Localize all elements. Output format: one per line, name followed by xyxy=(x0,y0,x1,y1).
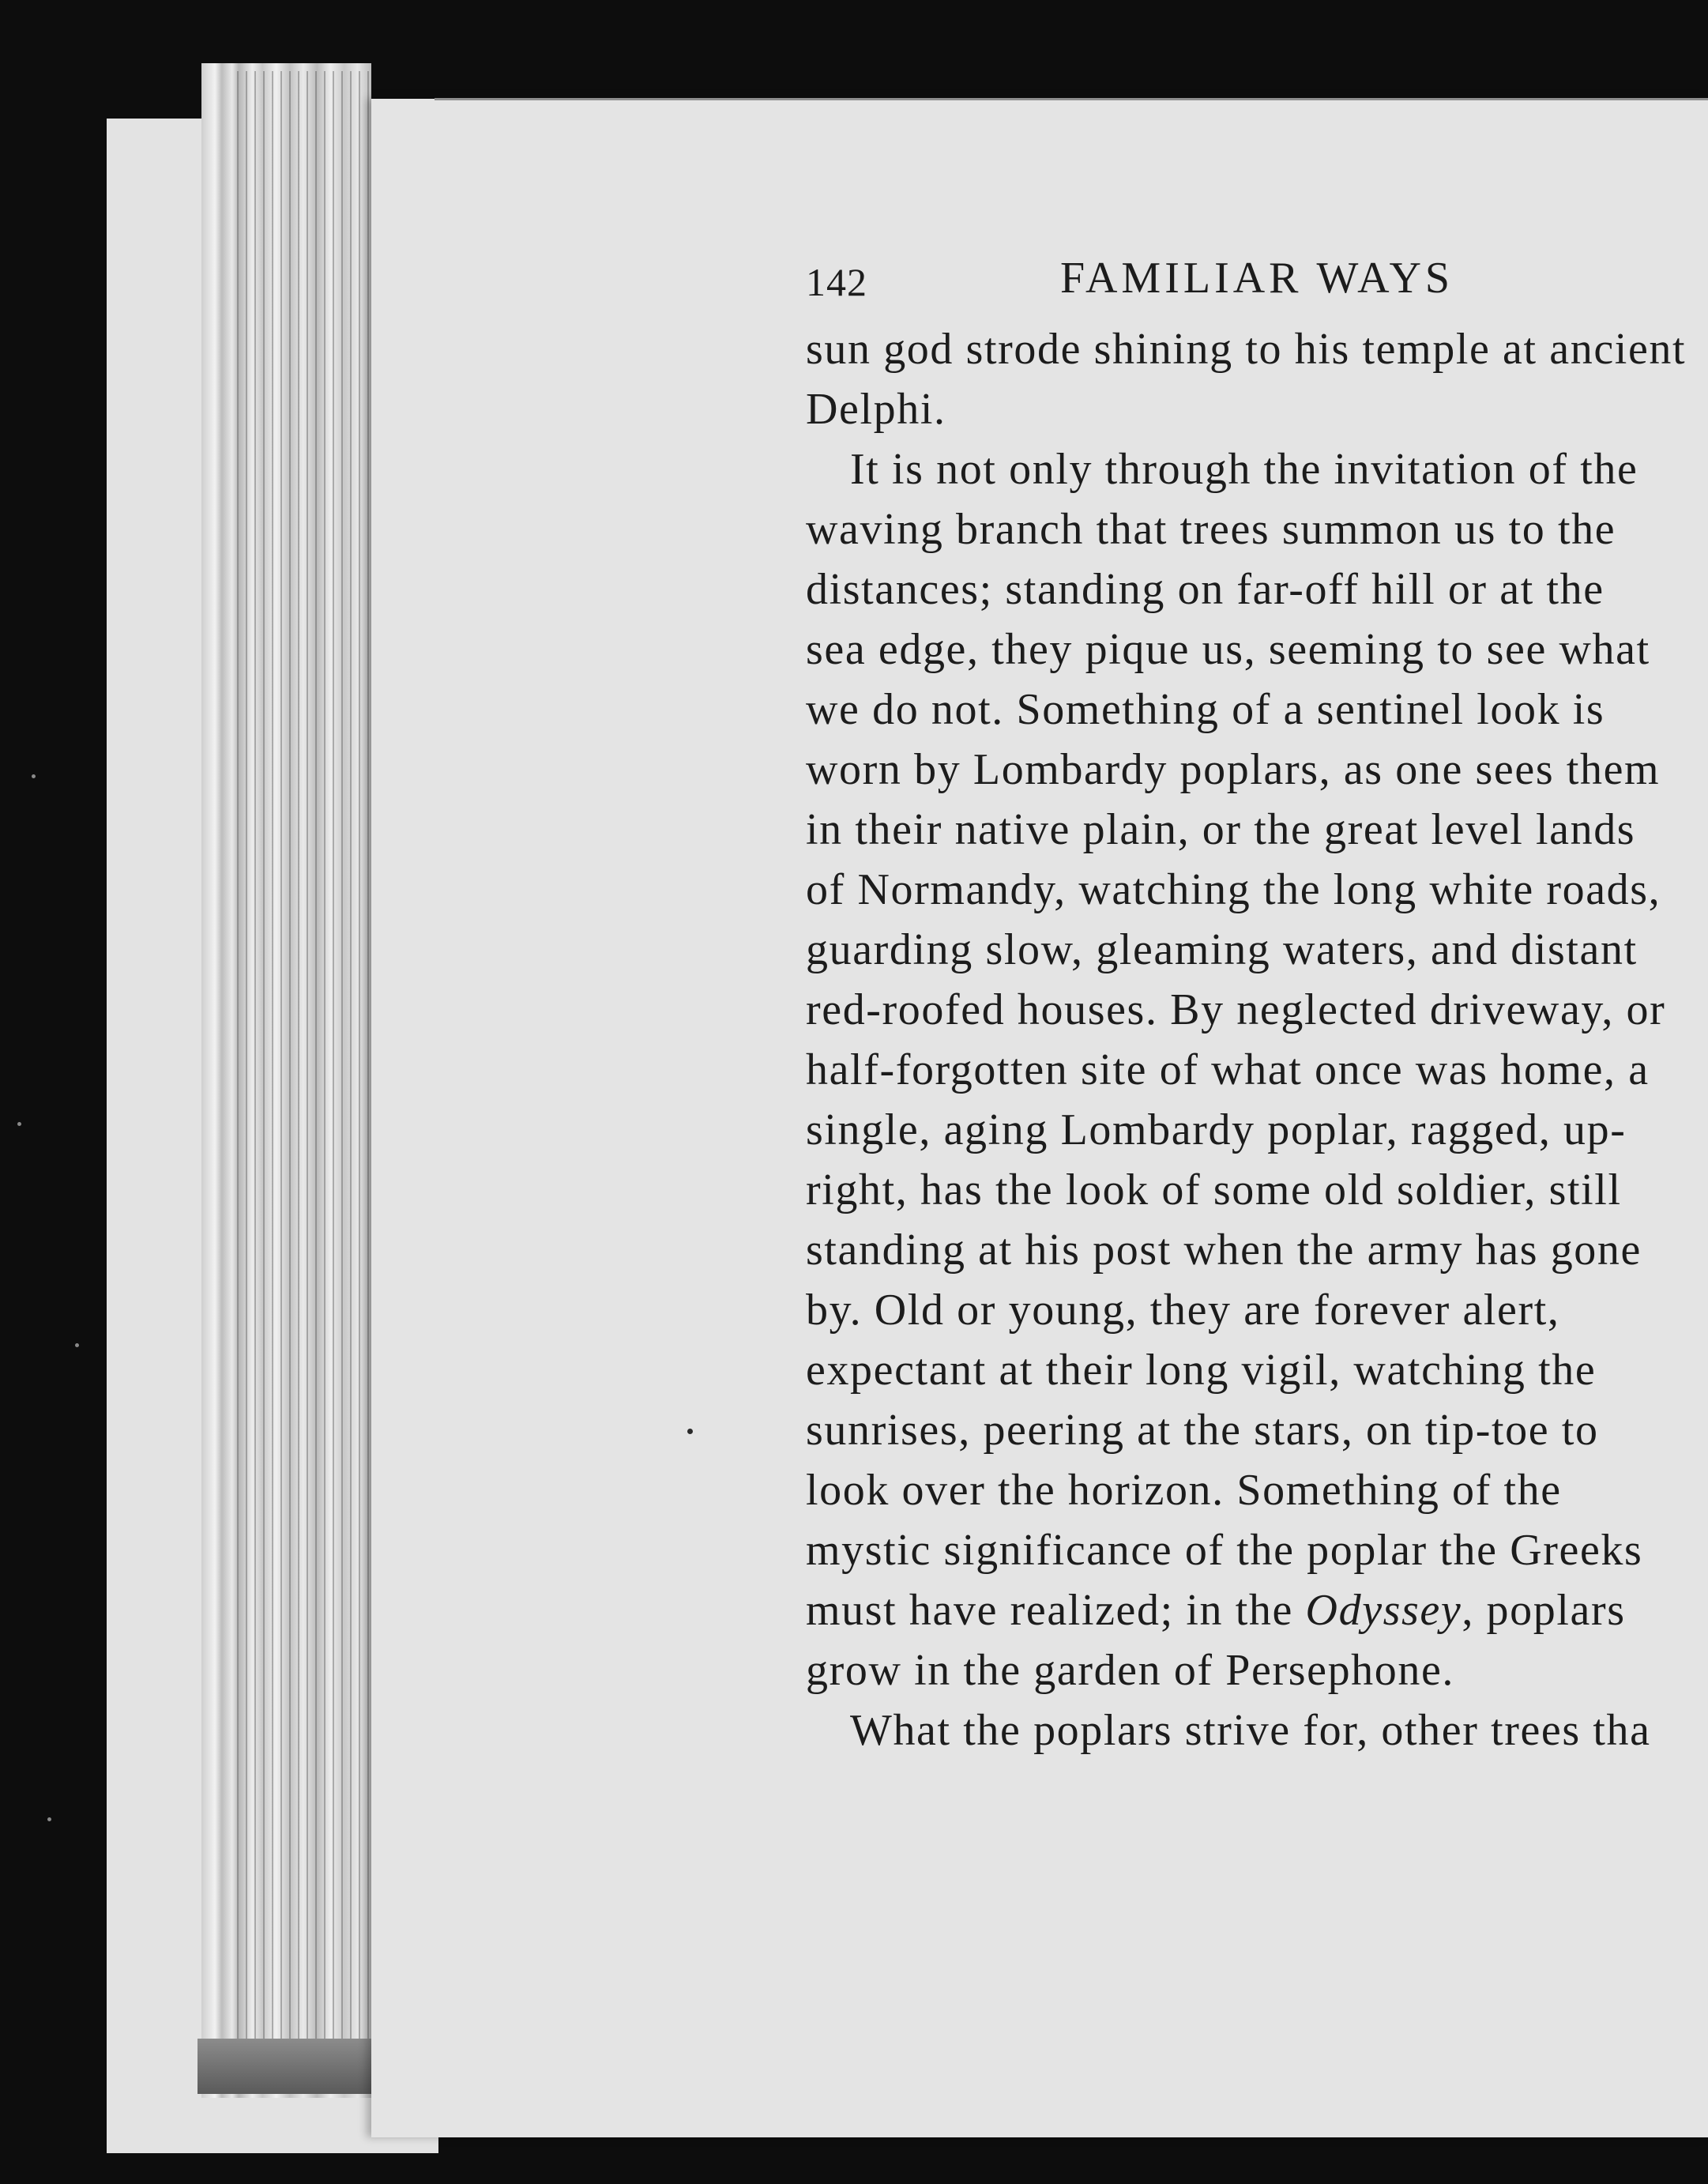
text-line: half-forgotten site of what once was home, a xyxy=(806,1045,1650,1094)
page-top-edge xyxy=(435,98,1708,100)
page-text xyxy=(806,253,1708,1760)
text-line: mystic significance of the poplar the Greeks xyxy=(806,1526,1643,1575)
text-line: sun god strode shining to his temple at ancient xyxy=(806,325,1687,374)
text-line: waving branch that trees summon us to the xyxy=(806,505,1616,554)
text-line: Delphi. xyxy=(806,385,946,434)
paragraph-first-line: It is not only through the invitation of the xyxy=(850,445,1638,494)
text-line: in their native plain, or the great level lands xyxy=(806,805,1636,854)
text-line: single, aging Lombardy poplar, ragged, up- xyxy=(806,1105,1627,1154)
text-line: sea edge, they pique us, seeming to see what xyxy=(806,625,1650,674)
text-line: grow in the garden of Persephone. xyxy=(806,1646,1455,1695)
text-line: red-roofed houses. By neglected driveway, or xyxy=(806,985,1666,1034)
running-head-title: FAMILIAR WAYS xyxy=(1060,254,1454,303)
ink-mark xyxy=(687,1429,693,1434)
text-line: worn by Lombardy poplars, as one sees them xyxy=(806,745,1661,794)
page-edge-lines xyxy=(237,71,371,2094)
running-head xyxy=(806,253,1708,316)
text-line: distances; standing on far-off hill or at the xyxy=(806,565,1605,614)
dust-speck xyxy=(47,1817,51,1821)
dust-speck xyxy=(17,1122,21,1126)
text-line: we do not. Something of a sentinel look is xyxy=(806,685,1605,734)
dust-speck xyxy=(75,1343,79,1347)
text-line-with-italic xyxy=(806,1580,1708,1640)
text-segment: , poplars xyxy=(1462,1586,1626,1635)
text-line: of Normandy, watching the long white roads, xyxy=(806,865,1661,914)
text-line: sunrises, peering at the stars, on tip-toe to xyxy=(806,1406,1599,1455)
paragraph-first-line: What the poplars strive for, other trees tha xyxy=(850,1706,1651,1755)
text-line: right, has the look of some old soldier, still xyxy=(806,1165,1622,1214)
page-number: 142 xyxy=(806,260,867,304)
text-line: look over the horizon. Something of the xyxy=(806,1466,1562,1515)
text-line: guarding slow, gleaming waters, and distant xyxy=(806,925,1638,974)
text-line: by. Old or young, they are forever alert, xyxy=(806,1286,1560,1335)
italic-title: Odyssey xyxy=(1305,1586,1462,1635)
dust-speck xyxy=(32,774,36,778)
text-segment: must have realized; in the xyxy=(806,1586,1306,1635)
text-line: standing at his post when the army has gone xyxy=(806,1226,1642,1275)
text-line: expectant at their long vigil, watching the xyxy=(806,1346,1597,1395)
